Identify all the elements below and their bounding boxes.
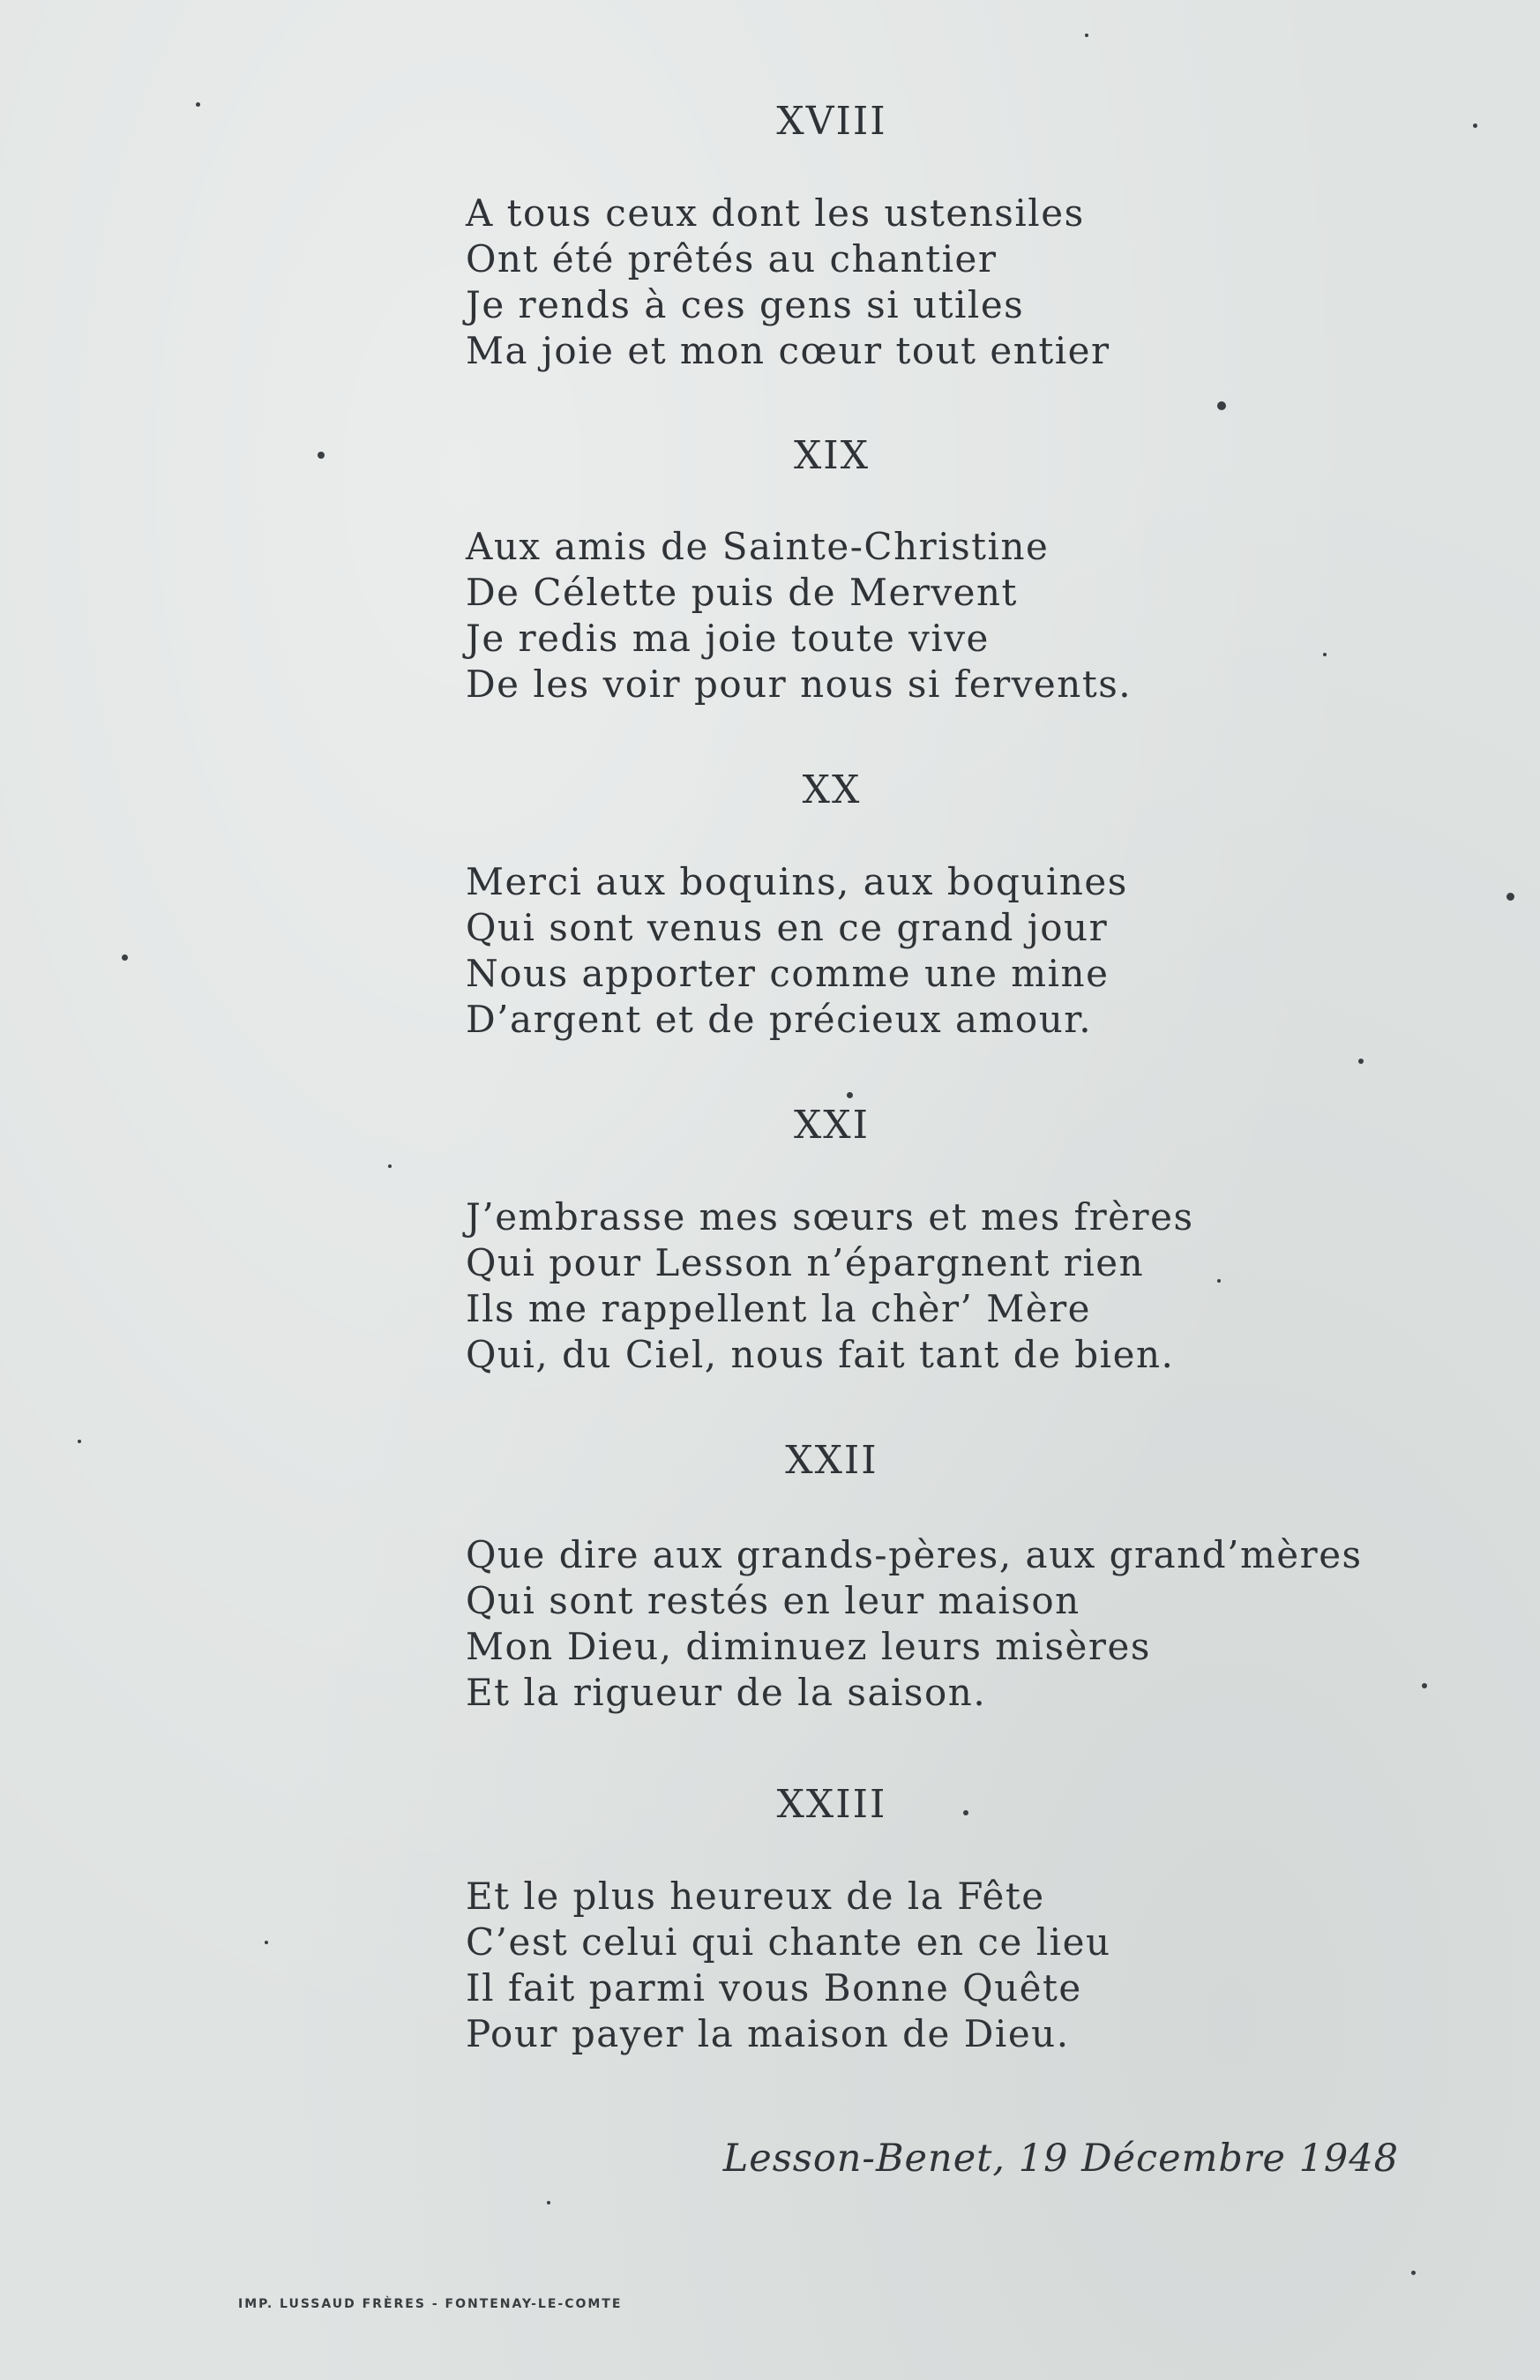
verse-line: Je redis ma joie toute vive	[466, 617, 990, 660]
verse-line: Et la rigueur de la saison.	[466, 1671, 987, 1714]
stanza-lines	[466, 1194, 1194, 1378]
verse-line: Ont été prêtés au chantier	[466, 237, 998, 281]
paper-speck	[122, 954, 128, 961]
verse-line: Mon Dieu, diminuez leurs misères	[466, 1625, 1151, 1668]
verse-line: Nous apporter comme une mine	[466, 952, 1110, 995]
stanza-numeral: XXIII	[776, 1782, 887, 1827]
stanza-lines	[466, 191, 1110, 374]
paper-speck	[1422, 1683, 1427, 1688]
paper-speck	[547, 2201, 550, 2204]
stanza-numeral: XXII	[785, 1438, 878, 1483]
verse-line: Qui sont restés en leur maison	[466, 1579, 1080, 1622]
verse-line: De les voir pour nous si fervents.	[466, 662, 1133, 706]
verse-line: J’embrasse mes sœurs et mes frères	[466, 1195, 1194, 1239]
stanza-lines	[466, 1532, 1363, 1716]
stanza-lines	[466, 1874, 1111, 2057]
printer-imprint: IMP. LUSSAUD FRÈRES - FONTENAY-LE-COMTE	[238, 2297, 623, 2311]
paper-speck	[1506, 893, 1514, 901]
verse-line: Il fait parmi vous Bonne Quête	[466, 1966, 1082, 2010]
verse-line: Merci aux boquins, aux boquines	[466, 860, 1128, 903]
stanza-lines	[466, 859, 1128, 1043]
verse-line: Aux amis de Sainte-Christine	[466, 525, 1050, 568]
verse-line: Que dire aux grands-pères, aux grand’mères	[466, 1533, 1363, 1576]
paper-speck	[1217, 1279, 1221, 1283]
stanza-numeral: XIX	[793, 433, 871, 478]
stanza-lines	[466, 524, 1132, 707]
paper-speck	[388, 1164, 392, 1168]
paper-speck	[847, 1092, 853, 1098]
paper-speck	[265, 1941, 268, 1944]
stanza-numeral: XX	[802, 767, 862, 812]
verse-line: De Célette puis de Mervent	[466, 571, 1018, 614]
verse-line: C’est celui qui chante en ce lieu	[466, 1920, 1111, 1964]
verse-line: Pour payer la maison de Dieu.	[466, 2012, 1070, 2055]
paper-speck	[1217, 401, 1226, 410]
paper-speck	[1323, 653, 1327, 656]
place-date-signature: Lesson-Benet, 19 Décembre 1948	[722, 2137, 1399, 2181]
verse-line: A tous ceux dont les ustensiles	[466, 191, 1085, 235]
verse-line: Qui pour Lesson n’épargnent rien	[466, 1241, 1145, 1284]
paper-speck	[1411, 2271, 1416, 2275]
verse-line: Je rends à ces gens si utiles	[466, 283, 1025, 326]
verse-line: Et le plus heureux de la Fête	[466, 1875, 1045, 1918]
stanza-numeral: XVIII	[776, 99, 887, 144]
verse-line: D’argent et de précieux amour.	[466, 998, 1093, 1041]
verse-line: Ils me rappellent la chèr’ Mère	[466, 1287, 1092, 1330]
stanza-numeral: XXI	[793, 1103, 871, 1148]
verse-line: Ma joie et mon cœur tout entier	[466, 329, 1110, 372]
verse-line: Qui sont venus en ce grand jour	[466, 906, 1109, 949]
paper-speck	[1358, 1059, 1364, 1064]
verse-line: Qui, du Ciel, nous fait tant de bien.	[466, 1333, 1175, 1376]
paper-speck	[1085, 34, 1088, 37]
